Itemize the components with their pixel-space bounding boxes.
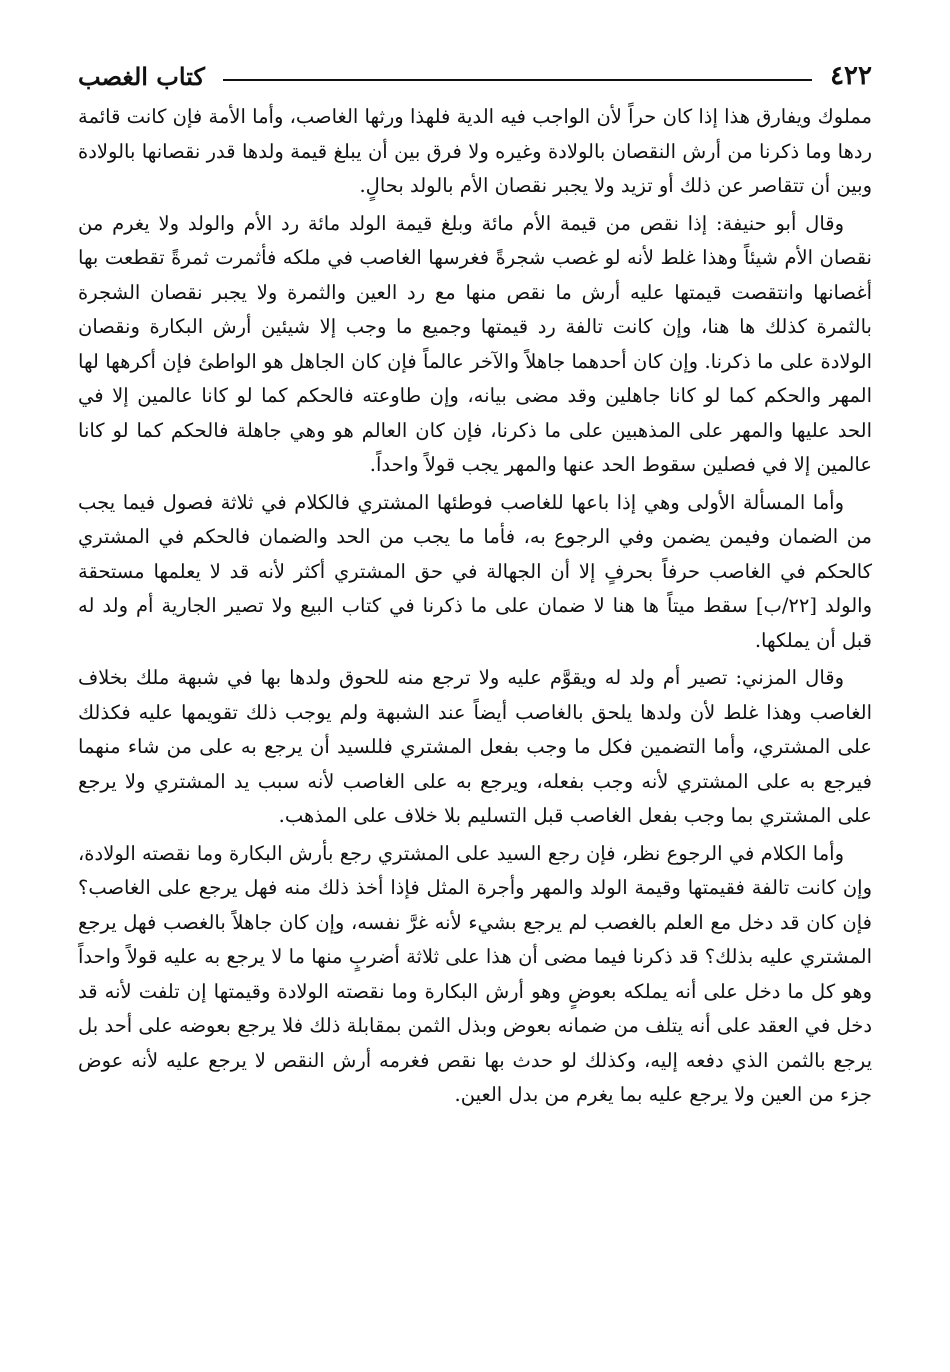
paragraph-1: مملوك ويفارق هذا إذا كان حراً لأن الواجب فيه الدية فلهذا ورثها الغاصب، وأما الأمة فإن كانت قائمة ردها وما ذكرنا من أرش النقصان بالولادة وغيره ولا فرق بين أن يبلغ قيمة ولدها قدر نقصانها بالولادة وبين أن تتقاصر عن ذلك أو تزيد ولا يجبر نقصان الأم بالولد بحالٍ.: [78, 105, 872, 197]
paragraph-3: وأما المسألة الأولى وهي إذا باعها للغاصب فوطئها المشتري فالكلام في ثلاثة فصول فيما يجب من الضمان وفيمن يضمن وفي الرجوع به، فأما ما يجب من الحد والضمان فالحكم في المشتري كالحكم في الغاصب حرفاً بحرفٍ إلا أن الجهالة في حق المشتري أكثر لأنه قد لا يعلمها مستحقة والولد [٢٢/ب] سقط ميتاً ها هنا لا ضمان على ما ذكرنا في كتاب البيع ولا تصير الجارية أم ولد له قبل أن يملكها.: [78, 490, 872, 652]
running-header: [78, 56, 872, 96]
page-number: ٤٢٢: [830, 61, 872, 91]
book-page: [78, 0, 872, 1372]
header-rule: [223, 79, 812, 81]
paragraph-4: وقال المزني: تصير أم ولد له ويقوَّم عليه ولا ترجع منه للحوق ولدها بها في شبهة ملك بخلاف الغاصب وهذا غلط لأن ولدها يلحق بالغاصب أيضاً عند الشبهة ولم يوجب ذلك تقويمها عليه فكذلك على المشتري، وأما التضمين فكل ما وجب بفعل المشتري فللسيد أن يرجع به على من شاء منهما فيرجع به على المشتري لأنه وجب بفعله، ويرجع به على الغاصب لأنه سبب يد المشتري ولا يرجع على المشتري بما وجب بفعل الغاصب قبل التسليم بلا خلاف على المذهب.: [78, 666, 872, 827]
paragraph-5: وأما الكلام في الرجوع نظر، فإن رجع السيد على المشتري رجع بأرش البكارة وما نقصته الولادة، وإن كانت تالفة فقيمتها وقيمة الولد والمهر وأجرة المثل فإذا أخذ ذلك منه فهل يرجع على الغاصب؟ فإن كان قد دخل مع العلم بالغصب لم يرجع بشيء لأنه غرَّ نفسه، وإن كان جاهلاً بالغصب فهل يرجع المشتري عليه بذلك؟ قد ذكرنا فيما مضى أن هذا على ثلاثة أضربٍ منها ما لا يرجع به عليه قولاً واحداً وهو كل ما دخل على أنه يملكه بعوضٍ وهو أرش البكارة وما نقصته الولادة وقيمتها إن تلفت لأنه قد دخل في العقد على أنه يتلف من ضمانه بعوض وبذل الثمن بمقابلة ذلك فلا يرجع بعوضه على أحد بل يرجع بالثمن الذي دفعه إليه، وكذلك لو حدث بها نقص فغرمه أرش النقص لا يرجع عليه لأنه عوض جزء من العين ولا يرجع عليه بما يغرم من بدل العين.: [78, 841, 872, 1106]
paragraph-2: وقال أبو حنيفة: إذا نقص من قيمة الأم مائة وبلغ قيمة الولد مائة رد الأم والولد ولا يغرم من نقصان الأم شيئاً وهذا غلط لأنه لو غصب شجرةً فغرسها الغاصب في ملكه فأثمرت ثمرةً تقطعت بها أغصانها وانتقصت قيمتها عليه أرش ما نقص منها مع رد العين والثمرة ولا يجبر نقصان الشجرة بالثمرة كذلك ها هنا، وإن كانت تالفة رد قيمتها وجميع ما وجب إلا شيئين أرش البكارة ونقصان الولادة على ما ذكرنا. وإن كان أحدهما جاهلاً والآخر عالماً فإن كان الجاهل هو الواطئ فإن أكرهها لها المهر والحكم كما لو كانا جاهلين وقد مضى بيانه، وإن طاوعته فالحكم كما لو كانا عالمين إلا في الحد عليها والمهر على المذهبين على ما ذكرنا، فإن كان العالم هو وهي جاهلة فالحكم كما لو كانا عالمين إلا في فصلين سقوط الحد عنها والمهر يجب قولاً واحداً.: [78, 211, 872, 476]
body-text: [78, 100, 872, 1116]
book-title: كتاب الغصب: [78, 61, 205, 91]
